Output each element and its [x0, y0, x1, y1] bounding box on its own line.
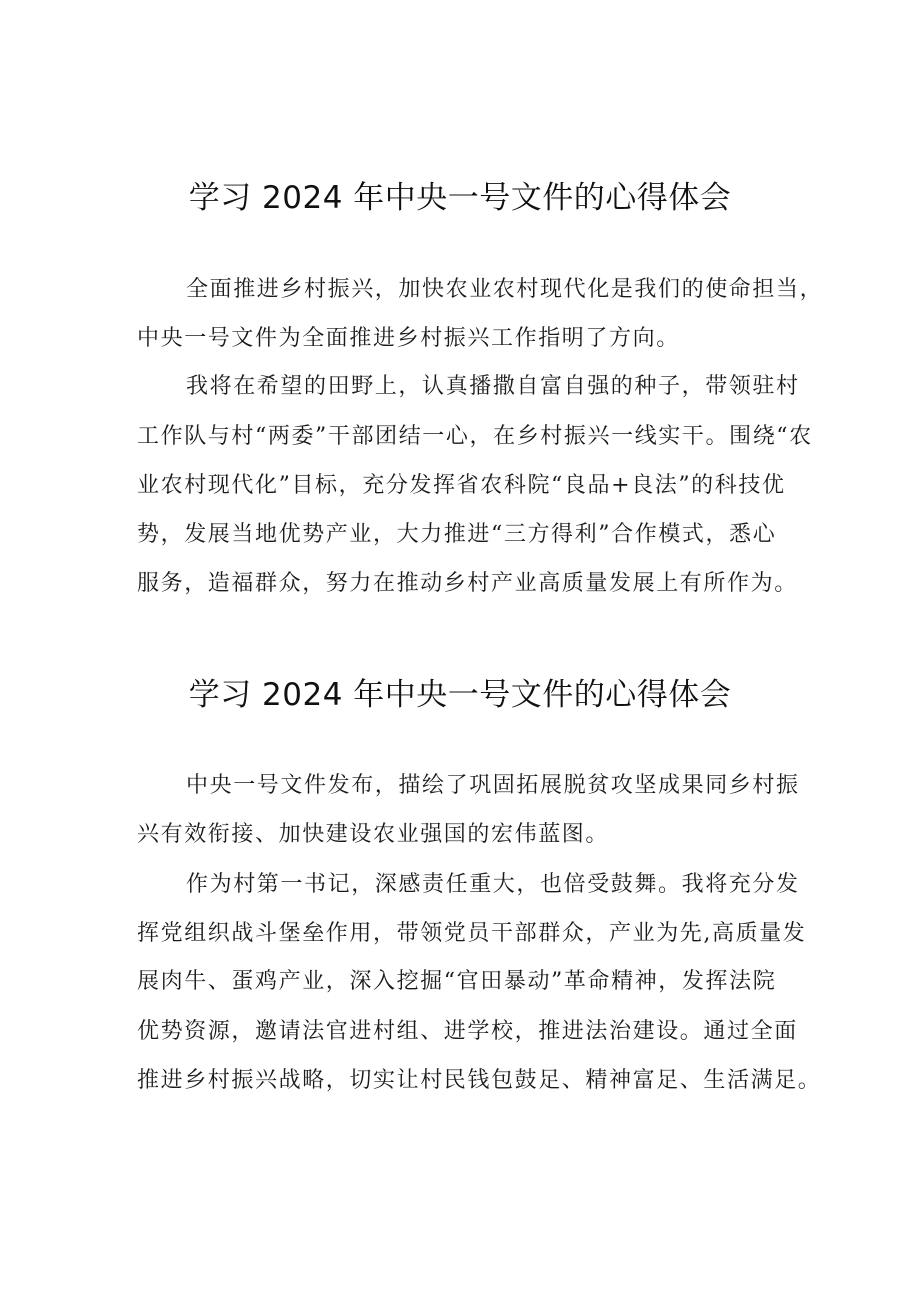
section-2-line-1: 中央一号文件发布，描绘了巩固拓展脱贫攻坚成果同乡村振: [186, 773, 800, 798]
section-1-line-2: 中央一号文件为全面推进乡村振兴工作指明了方向。: [137, 326, 680, 351]
section-2-line-7: 推进乡村振兴战略，切实让村民钱包鼓足、精神富足、生活满足。: [137, 1068, 822, 1093]
section-1-title: 学习 2024 年中央一号文件的心得体会: [188, 180, 732, 216]
section-1-line-7: 服务，造福群众，努力在推动乡村产业高质量发展上有所作为。: [137, 571, 798, 596]
section-1-line-3: 我将在希望的田野上，认真播撒自富自强的种子，带领驻村: [186, 374, 800, 399]
section-1-line-5: 业农村现代化”目标，充分发挥省农科院“良品+良法”的科技优: [137, 473, 786, 498]
section-1-line-1: 全面推进乡村振兴，加快农业农村现代化是我们的使命担当，: [186, 277, 824, 302]
section-2-title: 学习 2024 年中央一号文件的心得体会: [188, 677, 732, 713]
section-2-line-4: 挥党组织战斗堡垒作用，带领党员干部群众，产业为先,高质量发: [137, 921, 807, 946]
section-1-line-4: 工作队与村“两委”干部团结一心，在乡村振兴一线实干。围绕“农: [137, 424, 813, 449]
section-2-line-2: 兴有效衔接、加快建设农业强国的宏伟蓝图。: [137, 822, 610, 847]
section-1-line-6: 势，发展当地优势产业，大力推进“三方得利”合作模式，悉心: [137, 522, 777, 547]
section-2-line-3: 作为村第一书记，深感责任重大，也倍受鼓舞。我将充分发: [186, 872, 800, 897]
section-2-line-6: 优势资源，邀请法官进村组、进学校，推进法治建设。通过全面: [137, 1019, 798, 1044]
section-2-line-5: 展肉牛、蛋鸡产业，深入挖掘“官田暴动”革命精神，发挥法院: [137, 969, 777, 994]
